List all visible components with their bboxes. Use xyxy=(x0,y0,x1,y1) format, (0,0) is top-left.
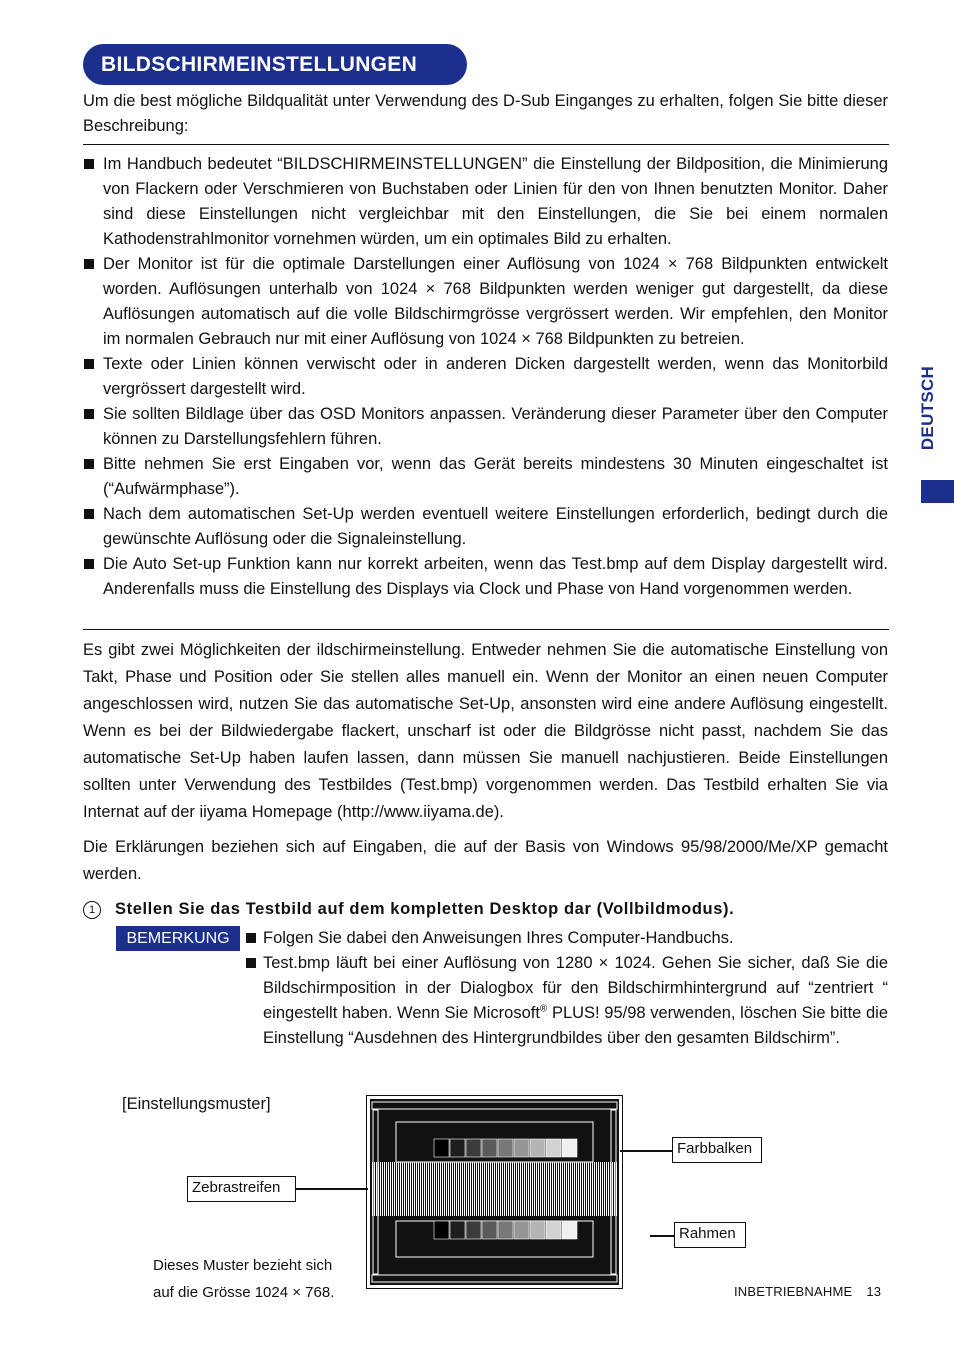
registered-mark: ® xyxy=(539,1003,548,1015)
gray-bar xyxy=(450,1139,465,1157)
footnote-line-1: Dieses Muster bezieht sich xyxy=(153,1257,333,1274)
figure-caption: [Einstellungsmuster] xyxy=(122,1095,271,1113)
gray-bar xyxy=(450,1221,465,1239)
bullet-text: Sie sollten Bildlage über das OSD Monitors anpassen. Veränderung dieser Parameter über den Computer können zu Darstellungsfehlern führen. xyxy=(103,405,888,448)
gray-bar xyxy=(514,1139,529,1157)
bullet-item xyxy=(83,502,888,552)
footnote-line-2: auf die Grösse 1024 × 768. xyxy=(153,1284,335,1301)
gray-bar xyxy=(562,1221,577,1239)
label-zebra: Zebrastreifen xyxy=(187,1176,296,1202)
gray-bar xyxy=(530,1221,545,1239)
step-text: Stellen Sie das Testbild auf dem kompletten Desktop dar (Vollbildmodus). xyxy=(115,900,735,918)
bullet-item xyxy=(83,452,888,502)
note-badge: BEMERKUNG xyxy=(116,926,240,951)
bullet-text: Bitte nehmen Sie erst Eingaben vor, wenn das Gerät bereits mindestens 30 Minuten eingeschaltet ist (“Aufwärmphase”). xyxy=(103,455,888,498)
gray-bar xyxy=(466,1221,481,1239)
gray-bar xyxy=(562,1139,577,1157)
gray-bar xyxy=(434,1139,449,1157)
bullet-item xyxy=(83,252,888,352)
bullet-square-icon xyxy=(84,359,94,369)
bullet-text: Texte oder Linien können verwischt oder in anderen Dicken dargestellt werden, wenn das Monitorbild vergrössert dargestellt wird. xyxy=(103,355,888,398)
bullet-square-icon xyxy=(84,259,94,269)
color-bars-top xyxy=(434,1139,577,1157)
gray-bar xyxy=(466,1139,481,1157)
bullet-item xyxy=(83,152,888,252)
label-color-bars: Farbbalken xyxy=(672,1137,762,1163)
color-bars-bottom xyxy=(434,1221,577,1239)
gray-bar xyxy=(514,1221,529,1239)
footer-section: INBETRIEBNAHME xyxy=(734,1284,853,1299)
step-1 xyxy=(83,897,888,922)
page-footer xyxy=(734,1281,881,1303)
gray-bar xyxy=(434,1221,449,1239)
label-frame: Rahmen xyxy=(674,1222,746,1248)
bullet-square-icon xyxy=(246,958,256,968)
note-item xyxy=(246,926,888,951)
bottom-divider xyxy=(83,629,889,630)
page-number: 13 xyxy=(866,1284,882,1299)
bullet-square-icon xyxy=(84,159,94,169)
step-number: 1 xyxy=(83,901,101,919)
top-divider xyxy=(83,144,889,145)
figure-footnote xyxy=(153,1252,373,1306)
language-tab-marker xyxy=(921,480,954,503)
leader-zebra xyxy=(296,1188,368,1190)
language-tab-label: DEUTSCH xyxy=(918,365,937,451)
bullet-square-icon xyxy=(84,509,94,519)
bullet-item xyxy=(83,402,888,452)
gray-bar xyxy=(530,1139,545,1157)
test-pattern-image xyxy=(366,1095,623,1289)
note-text-part1: Test.bmp läuft bei einer Auflösung von 1280 × 1024. Gehen Sie sicher, daß Sie die Bildschirmposition in der Dialogbox für den Bildschirmhintergrund auf “zentriert “ eingestellt haben. Wenn Sie Microsoft xyxy=(263,954,888,1022)
intro-paragraph: Um die best mögliche Bildqualität unter Verwendung des D-Sub Einganges zu erhalten, folgen Sie bitte dieser Beschreibung: xyxy=(83,92,888,135)
bullet-list xyxy=(83,152,888,602)
gray-bar xyxy=(546,1221,561,1239)
bullet-text: Der Monitor ist für die optimale Darstellungen einer Auflösung von 1024 × 768 Bildpunkten entwickelt worden. Auflösungen unterhalb von 1024 × 768 Bildpunkten werden weniger gut dargestellt, da diese Auflösungen automatisch auf die volle Bildschirmgrösse vergrössert werden. Wir empfehlen, den Monitor im normalen Gebrauch nur mit einer Auflösung von 1024 × 768 Bildpunkten zu betreien. xyxy=(103,255,888,348)
gray-bar xyxy=(498,1139,513,1157)
bullet-square-icon xyxy=(84,559,94,569)
bullet-square-icon xyxy=(84,459,94,469)
bullet-square-icon xyxy=(246,933,256,943)
leader-color-bars xyxy=(620,1150,672,1152)
bullet-square-icon xyxy=(84,409,94,419)
gray-bar xyxy=(482,1139,497,1157)
bullet-item xyxy=(83,552,888,602)
bullet-item xyxy=(83,352,888,402)
paragraph-windows: Die Erklärungen beziehen sich auf Eingaben, die auf der Basis von Windows 95/98/2000/Me/XP gemacht werden. xyxy=(83,838,888,883)
gray-bar xyxy=(498,1221,513,1239)
bullet-text: Im Handbuch bedeutet “BILDSCHIRMEINSTELLUNGEN” die Einstellung der Bildposition, die Minimierung von Flackern oder Verschmieren von Buchstaben oder Linien für den von Ihnen benutzten Monitor. Daher sind diese Einstellungen nicht vergleichbar mit den Einstellungen, die Sie bei einem normalen Kathodenstrahlmonitor vornehmen würden, um ein optimales Bild zu erhalten. xyxy=(103,155,888,248)
note-item xyxy=(246,951,888,1051)
note-list xyxy=(246,926,888,1051)
bullet-text: Nach dem automatischen Set-Up werden eventuell weitere Einstellungen erforderlich, bedingt durch die gewünschte Auflösung oder die Signaleinstellung. xyxy=(103,505,888,548)
bullet-text: Die Auto Set-up Funktion kann nur korrekt arbeiten, wenn das Test.bmp auf dem Display dargestellt wird. Anderenfalls muss die Einstellung des Displays via Clock und Phase von Hand vorgenommen werden. xyxy=(103,555,888,598)
note-text-part2: PLUS! 95/98 verwenden, löschen Sie bitte die Einstellung “Ausdehnen des Hintergrundbildes über den gesamten Bildschirm”. xyxy=(263,1004,889,1047)
note-text: Folgen Sie dabei den Anweisungen Ihres Computer-Handbuchs. xyxy=(263,929,734,947)
gray-bar xyxy=(546,1139,561,1157)
leader-frame xyxy=(650,1235,674,1237)
section-title: BILDSCHIRMEINSTELLUNGEN xyxy=(83,44,467,85)
gray-bar xyxy=(482,1221,497,1239)
paragraph-adjustment: Es gibt zwei Möglichkeiten der ildschirmeinstellung. Entweder nehmen Sie die automatische Einstellung von Takt, Phase und Position oder Sie stellen alles manuell ein. Wenn der Monitor an einen neuen Computer angeschlossen wird, nutzen Sie das automatische Set-Up, ansonsten wird eine andere Auflösung eingestellt. Wenn es bei der Bildwiedergabe flackert, unscharf ist oder die Bildgrösse nicht passt, nachdem Sie das automatische Set-Up haben laufen lassen, dann müssen Sie manuell nachjustieren. Beide Einstellungen sollten unter Verwendung des Testbildes (Test.bmp) vorgenommen werden. Das Testbild erhalten Sie via Internat auf der iiyama Homepage (http://www.iiyama.de). xyxy=(83,641,888,821)
